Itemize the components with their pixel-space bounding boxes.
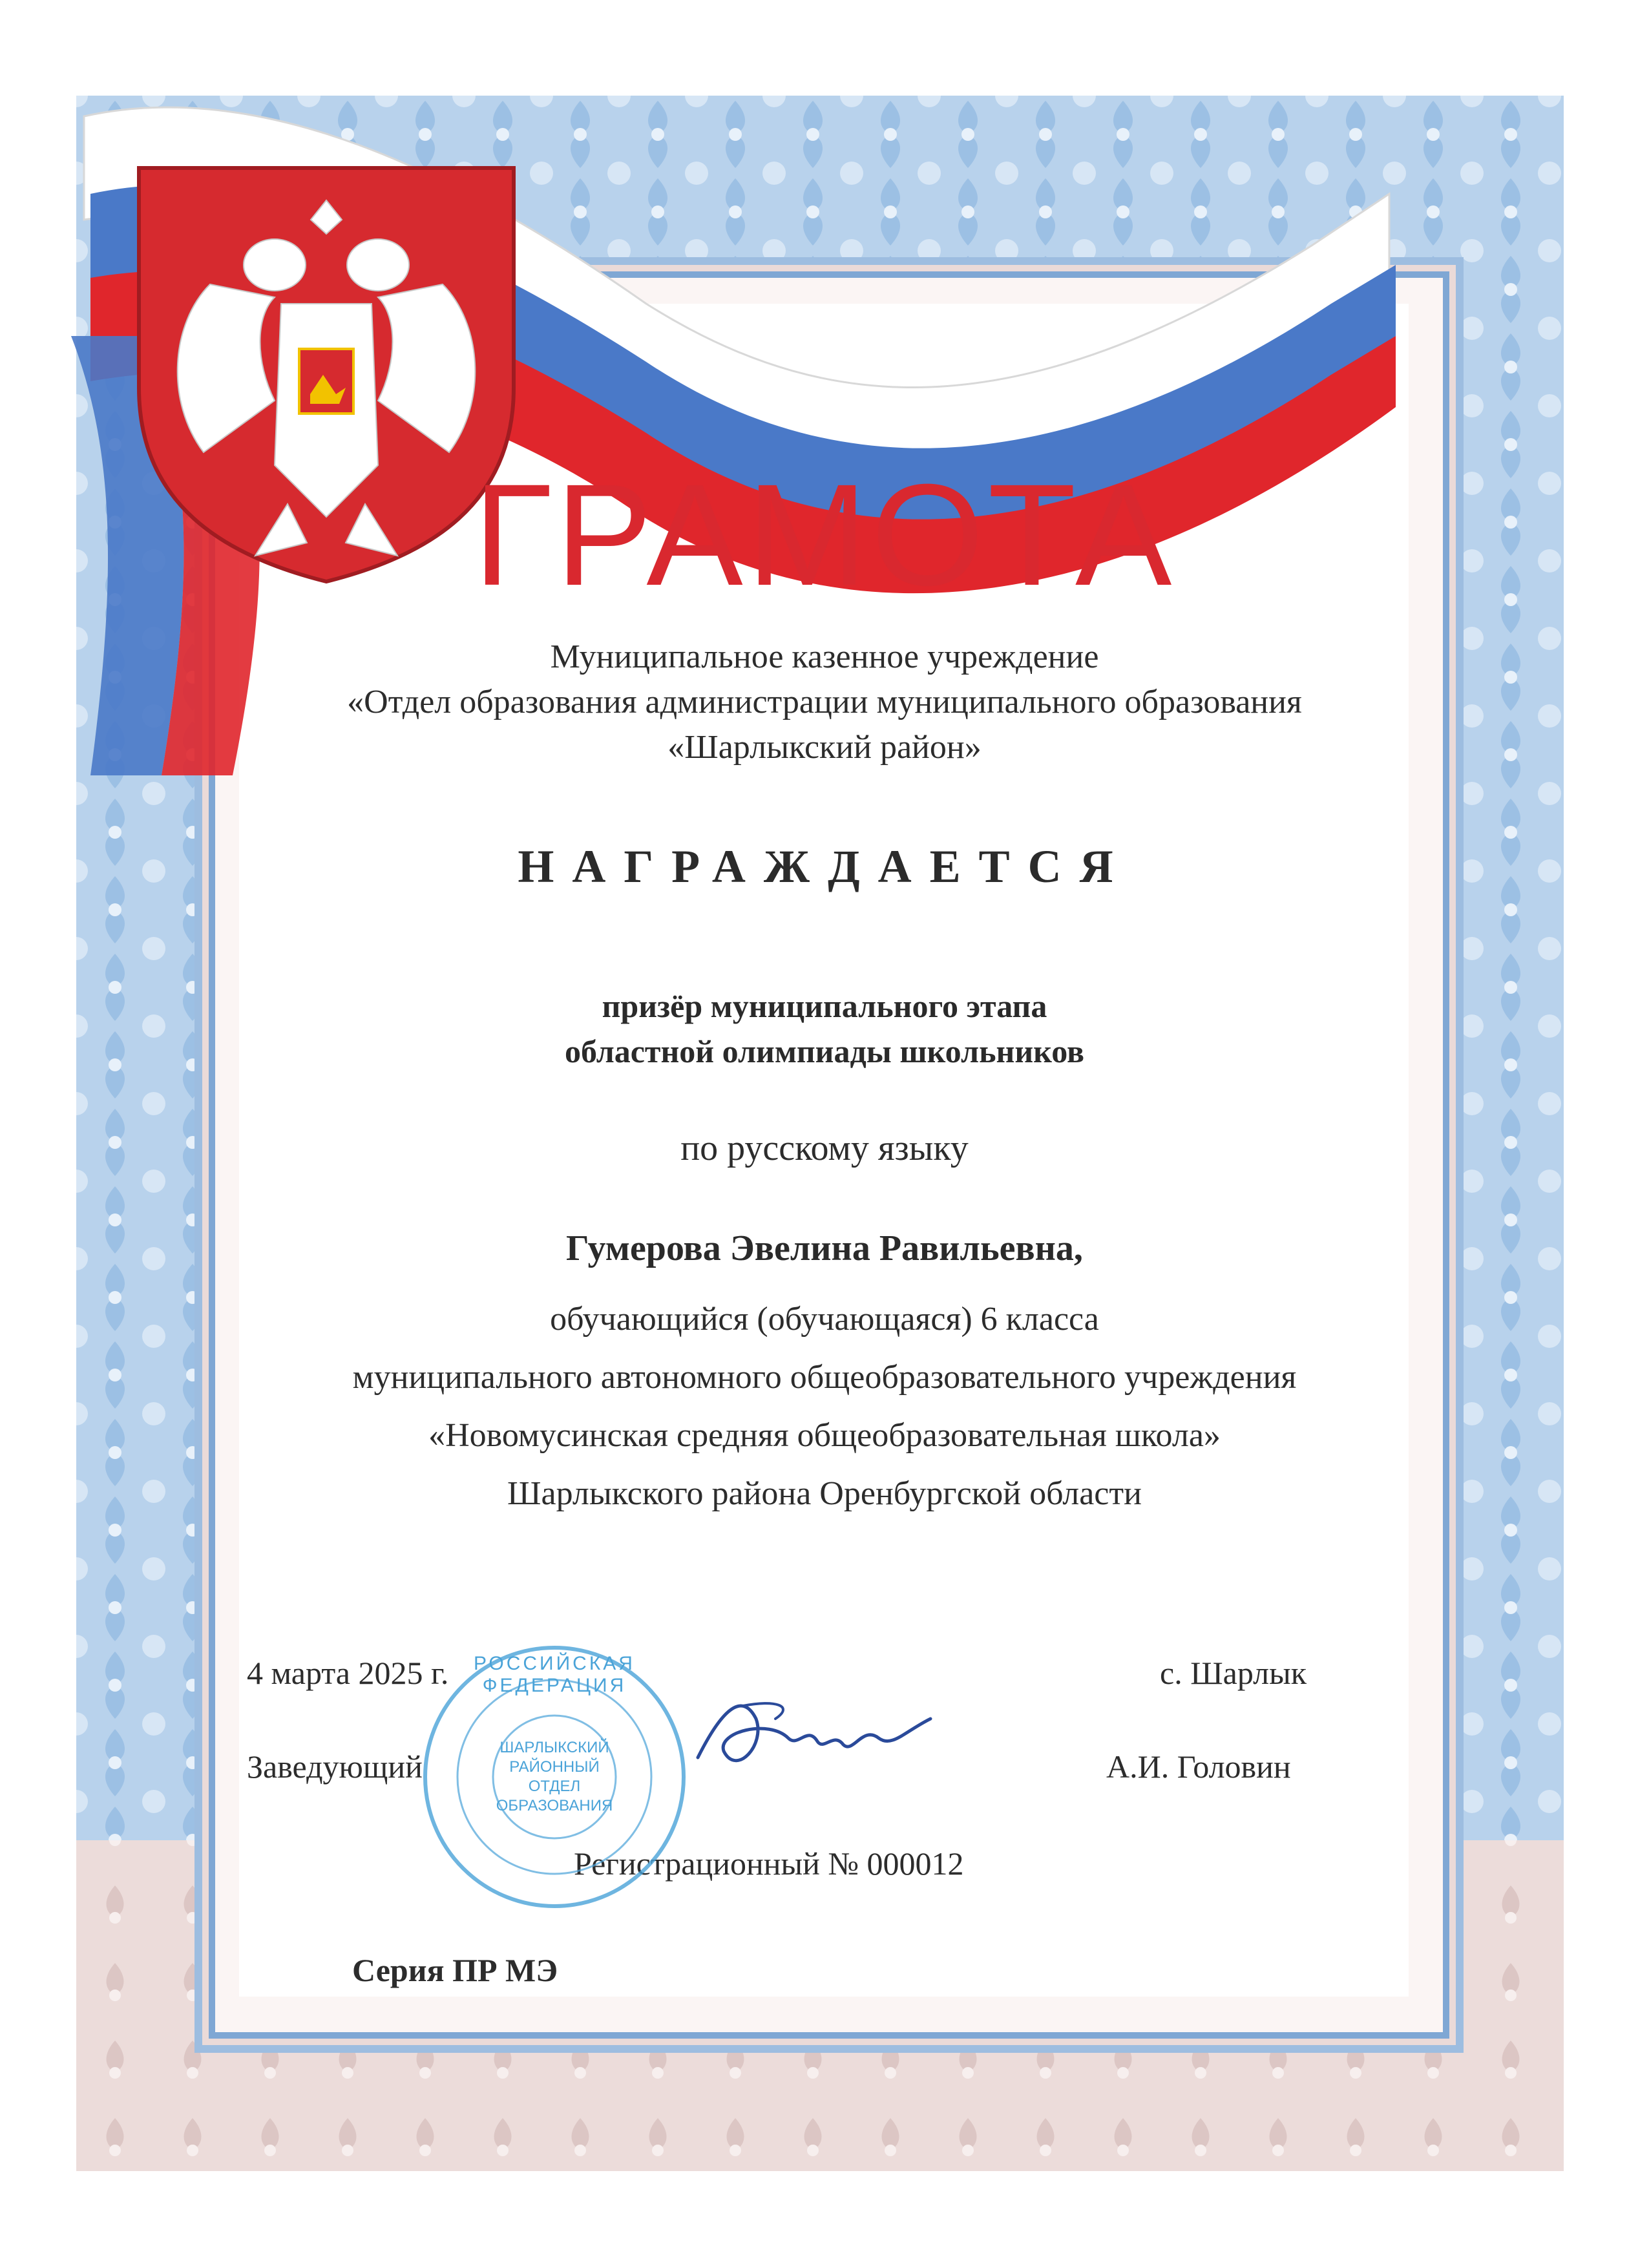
registration-number: Регистрационный № 000012: [574, 1845, 964, 1882]
series: Серия ПР МЭ: [352, 1952, 558, 1988]
issuer-line-2: «Отдел образования администрации муниципального образования: [347, 684, 1302, 720]
stamp-ring-text: РОССИЙСКАЯ ФЕДЕРАЦИЯ: [474, 1653, 635, 1696]
achievement-line-1: призёр муниципального этапа: [602, 988, 1047, 1024]
achievement-line-2: областной олимпиады школьников: [564, 1033, 1085, 1069]
signer-name: А.И. Головин: [1106, 1748, 1291, 1785]
subject: по русскому языку: [680, 1128, 969, 1168]
issue-place: с. Шарлык: [1160, 1655, 1307, 1691]
details-line-4: Шарлыкского района Оренбургской области: [507, 1475, 1142, 1512]
handwritten-signature: [685, 1680, 956, 1796]
issuer-line-3: «Шарлыкский район»: [667, 729, 982, 766]
stamp-center-line-3: ОТДЕЛ: [528, 1778, 581, 1795]
stamp-center-line-2: РАЙОННЫЙ: [509, 1758, 600, 1776]
awarded-heading: НАГРАЖДАЕТСЯ: [518, 841, 1131, 892]
recipient-name: Гумерова Эвелина Равильевна,: [566, 1228, 1083, 1268]
issuer-line-1: Муниципальное казенное учреждение: [550, 638, 1099, 675]
details-line-1: обучающийся (обучающаяся) 6 класса: [550, 1301, 1099, 1338]
issue-date: 4 марта 2025 г.: [247, 1655, 449, 1691]
signer-role: Заведующий: [247, 1748, 423, 1785]
stamp-center-line-1: ШАРЛЫКСКИЙ: [499, 1739, 609, 1756]
details-line-3: «Новомусинская средняя общеобразовательная школа»: [428, 1417, 1221, 1454]
details-line-2: муниципального автономного общеобразовательного учреждения: [352, 1359, 1297, 1396]
stamp-center-line-4: ОБРАЗОВАНИЯ: [496, 1797, 613, 1814]
certificate-title: ГРАМОТА: [473, 454, 1176, 616]
official-stamp: [419, 1641, 690, 1913]
